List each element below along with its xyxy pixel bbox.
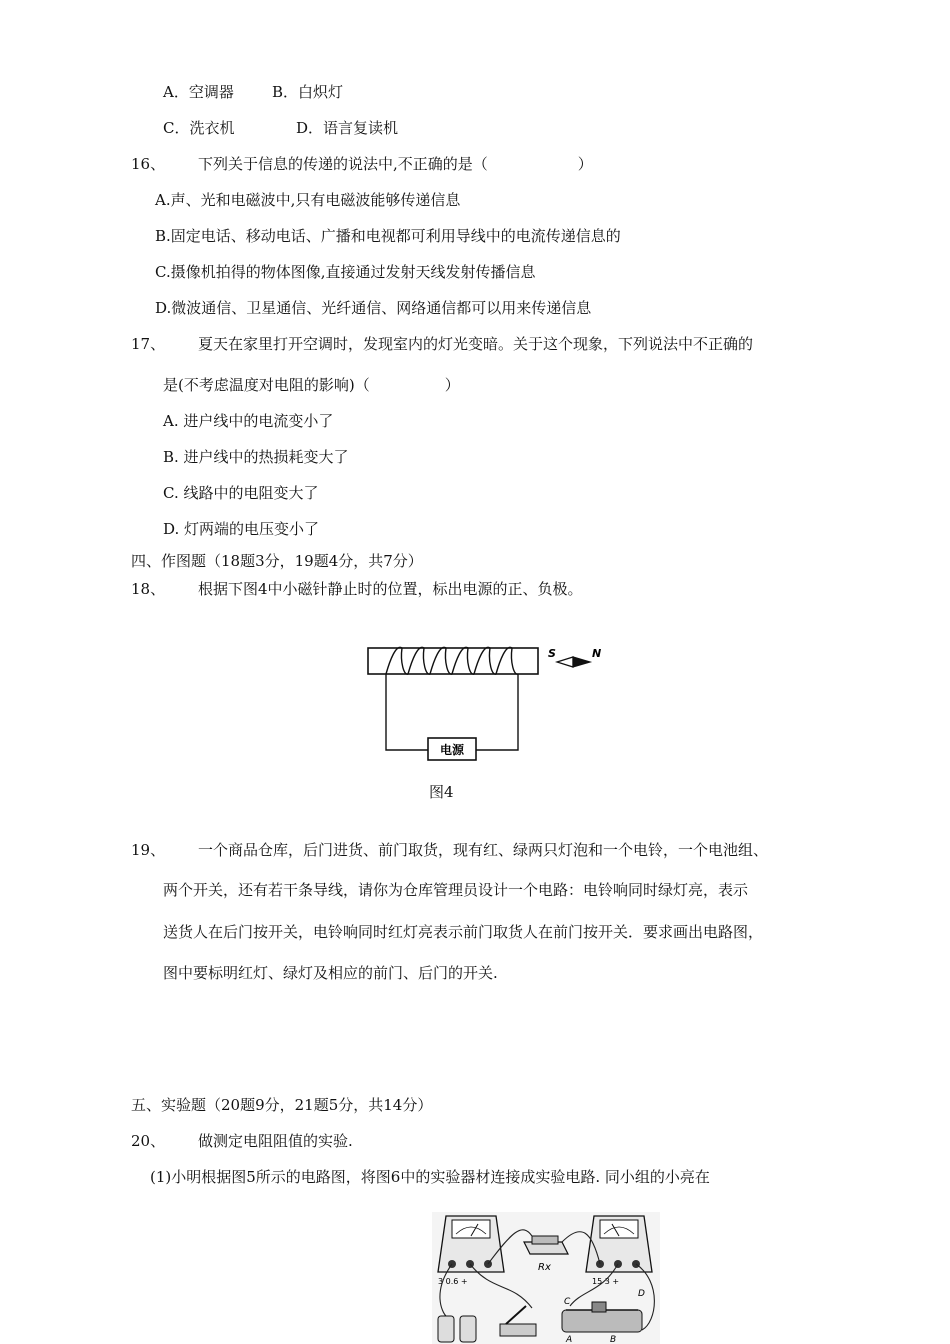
- q15-option-d: D．语言复读机: [296, 119, 399, 137]
- needle-n-label: N: [592, 647, 602, 660]
- q19-line1: 一个商品仓库，后门进货、前门取货，现有红、绿两只灯泡和一个电铃，一个电池组、: [198, 841, 769, 859]
- q16-option-c: C.摄像机拍得的物体图像,直接通过发射天线发射传播信息: [155, 263, 536, 281]
- q16-option-b: B.固定电话、移动电话、广播和电视都可利用导线中的电流传递信息的: [155, 227, 621, 245]
- q15-option-c: C．洗衣机: [163, 119, 235, 137]
- q19-line4: 图中要标明红灯、绿灯及相应的前门、后门的开关.: [163, 964, 498, 982]
- q16-stem: 下列关于信息的传递的说法中,不正确的是（ ）: [198, 155, 593, 173]
- left-lead-wire: [386, 674, 428, 750]
- section-4-heading: 四、作图题（18题3分，19题4分，共7分）: [131, 552, 423, 570]
- q19-number: 19、: [131, 841, 166, 859]
- voltmeter-terminal-labels: 15 3 +: [592, 1277, 620, 1286]
- rheostat-label-c: C: [564, 1297, 571, 1307]
- q17-number: 17、: [131, 335, 166, 353]
- q18-number: 18、: [131, 580, 166, 598]
- right-lead-wire: [476, 674, 518, 750]
- q16-option-a: A.声、光和电磁波中,只有电磁波能够传递信息: [155, 191, 461, 209]
- ammeter-terminal-labels: 3 0.6 +: [438, 1277, 468, 1286]
- resistor-label: Rx: [538, 1262, 551, 1273]
- q19-line2: 两个开关，还有若干条导线，请你为仓库管理员设计一个电路：电铃响同时绿灯亮，表示: [163, 881, 749, 899]
- q17-option-c: C. 线路中的电阻变大了: [163, 484, 319, 502]
- figure-6-apparatus-diagram: [432, 1212, 660, 1344]
- q17-option-b: B. 进户线中的热损耗变大了: [163, 448, 349, 466]
- solenoid-coil: [386, 647, 518, 674]
- needle-s-label: S: [548, 647, 556, 660]
- compass-needle-s-half: [557, 657, 573, 667]
- q15-option-b: B．白炽灯: [272, 83, 344, 101]
- figure-4-caption: 图4: [429, 783, 454, 801]
- section-5-heading: 五、实验题（20题9分，21题5分，共14分）: [131, 1096, 433, 1114]
- q17-stem-line2: 是(不考虑温度对电阻的影响)（ ）: [163, 376, 460, 394]
- power-source-label: 电源: [439, 743, 465, 757]
- q17-option-d: D. 灯两端的电压变小了: [163, 520, 320, 538]
- voltmeter: [586, 1216, 652, 1272]
- q16-option-d: D.微波通信、卫星通信、光纤通信、网络通信都可以用来传递信息: [155, 299, 592, 317]
- figure-4-solenoid-diagram: [360, 640, 620, 765]
- q19-line3: 送货人在后门按开关，电铃响同时红灯亮表示前门取货人在前门按开关．要求画出电路图，: [163, 923, 764, 941]
- rheostat-label-a: A: [566, 1335, 573, 1344]
- rheostat-label-d: D: [638, 1289, 645, 1299]
- rheostat-label-b: B: [610, 1335, 617, 1344]
- ammeter: [438, 1216, 504, 1272]
- compass-needle-n-half: [573, 657, 590, 667]
- q16-number: 16、: [131, 155, 166, 173]
- q20-stem: 做测定电阻阻值的实验.: [198, 1132, 353, 1150]
- q15-option-a: A．空调器: [163, 83, 234, 101]
- q17-stem-line1: 夏天在家里打开空调时，发现室内的灯光变暗。关于这个现象，下列说法中不正确的: [198, 335, 754, 353]
- q20-number: 20、: [131, 1132, 166, 1150]
- q17-option-a: A. 进户线中的电流变小了: [163, 412, 334, 430]
- q20-part1: (1)小明根据图5所示的电路图，将图6中的实验器材连接成实验电路. 同小组的小亮在: [150, 1168, 710, 1186]
- q18-stem: 根据下图4中小磁针静止时的位置，标出电源的正、负极。: [198, 580, 583, 598]
